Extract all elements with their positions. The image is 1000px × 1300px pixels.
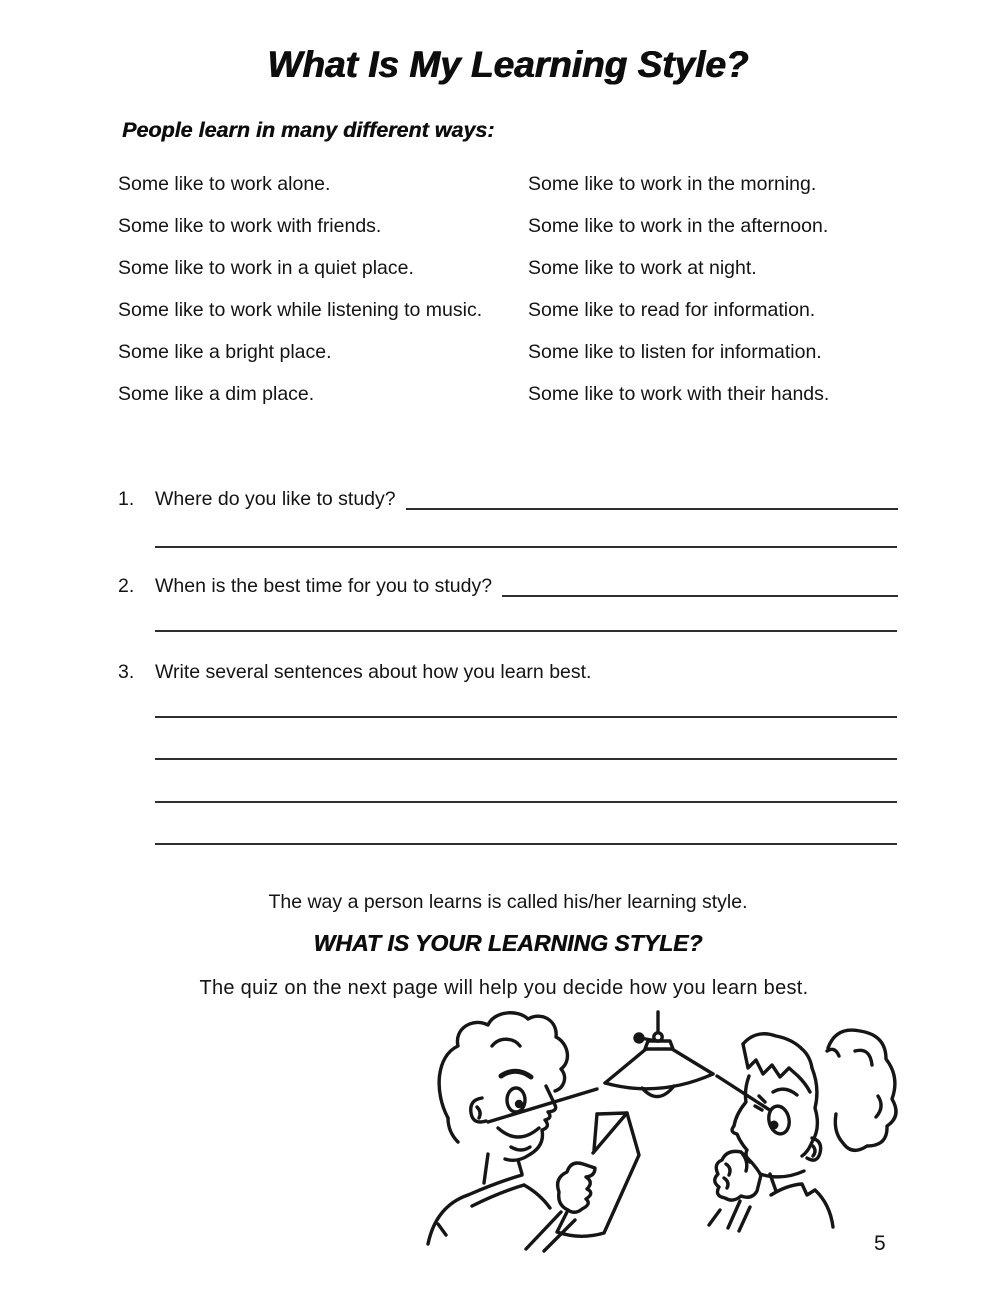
question-number: 2. — [118, 575, 135, 597]
way-item: Some like to work in a quiet place. — [118, 257, 414, 279]
intro-heading: People learn in many different ways: — [122, 118, 495, 142]
way-item: Some like to work in the morning. — [528, 173, 817, 195]
question-number: 3. — [118, 661, 135, 683]
answer-line — [155, 801, 897, 803]
page-title: What Is My Learning Style? — [267, 44, 749, 85]
question-number: 1. — [118, 488, 135, 510]
way-item: Some like to work in the afternoon. — [528, 215, 829, 237]
question-text: Write several sentences about how you learn best. — [155, 661, 592, 683]
learning-style-statement: The way a person learns is called his/her learning style. — [268, 891, 748, 913]
girl-thinking-icon — [709, 1030, 896, 1231]
boy-reading-icon — [428, 1013, 639, 1251]
answer-line — [155, 546, 897, 548]
ways-column-left — [118, 170, 494, 422]
page-number: 5 — [874, 1232, 886, 1255]
answer-line — [155, 843, 897, 845]
answer-line — [155, 716, 897, 718]
way-item: Some like to read for information. — [528, 299, 816, 321]
quiz-note: The quiz on the next page will help you decide how you learn best. — [199, 977, 809, 999]
answer-blank-inline — [406, 508, 898, 510]
answer-line — [155, 630, 897, 632]
answer-line — [155, 758, 897, 760]
learning-style-heading: WHAT IS YOUR LEARNING STYLE? — [313, 930, 703, 956]
ways-column-right — [528, 170, 920, 422]
question-text: When is the best time for you to study? — [155, 575, 493, 597]
way-item: Some like a dim place. — [118, 383, 315, 405]
question-2 — [118, 574, 898, 598]
way-item: Some like to work with friends. — [118, 215, 382, 237]
question-text: Where do you like to study? — [155, 488, 396, 510]
way-item: Some like to work at night. — [528, 257, 757, 279]
hanging-lamp-icon — [488, 1012, 782, 1122]
way-item: Some like to listen for information. — [528, 341, 822, 363]
way-item: Some like a bright place. — [118, 341, 332, 363]
way-item: Some like to work with their hands. — [528, 383, 830, 405]
way-item: Some like to work while listening to music. — [118, 299, 483, 321]
answer-blank-inline — [502, 595, 898, 597]
way-item: Some like to work alone. — [118, 173, 331, 195]
question-1 — [118, 487, 898, 511]
question-3 — [118, 660, 898, 684]
students-illustration — [408, 1004, 908, 1254]
